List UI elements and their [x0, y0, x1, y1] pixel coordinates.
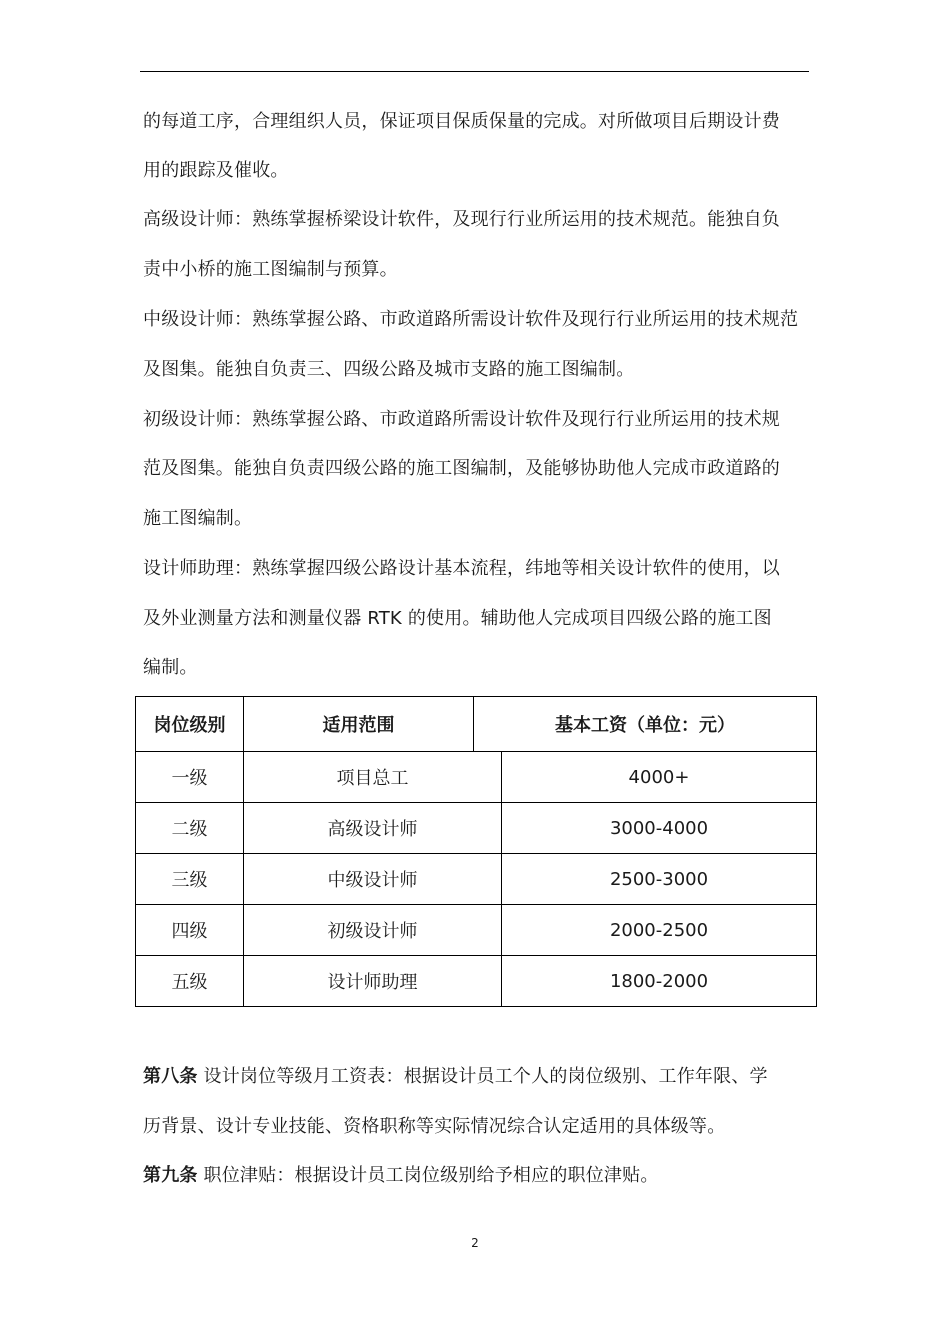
salary-cell: 2500-3000 [502, 854, 817, 905]
table-row [136, 956, 817, 1007]
body-line: 施工图编制。 [143, 508, 253, 529]
table-header-row [136, 697, 817, 752]
grade-cell: 二级 [136, 803, 244, 854]
scope-cell: 项目总工 [244, 752, 502, 803]
page-number: 2 [471, 1236, 479, 1250]
body-line: 及外业测量方法和测量仪器 RTK 的使用。辅助他人完成项目四级公路的施工图 [143, 608, 772, 629]
header-rule [140, 71, 809, 72]
body-line: 编制。 [143, 657, 198, 678]
body-line: 中级设计师：熟练掌握公路、市政道路所需设计软件及现行行业所运用的技术规范 [143, 309, 799, 330]
article-8-text: 设计岗位等级月工资表：根据设计员工个人的岗位级别、工作年限、学 [203, 1066, 768, 1087]
body-line: 责中小桥的施工图编制与预算。 [143, 259, 398, 280]
body-line: 及图集。能独自负责三、四级公路及城市支路的施工图编制。 [143, 359, 635, 380]
header-cell-salary: 基本工资（单位：元） [474, 697, 817, 752]
body-line: 范及图集。能独自负责四级公路的施工图编制，及能够协助他人完成市政道路的 [143, 458, 780, 479]
grade-cell: 五级 [136, 956, 244, 1007]
salary-cell: 2000-2500 [502, 905, 817, 956]
body-line: 的每道工序，合理组织人员，保证项目保质保量的完成。对所做项目后期设计费 [143, 111, 780, 132]
table-row [136, 803, 817, 854]
table-row [136, 854, 817, 905]
article-9-text: 职位津贴：根据设计员工岗位级别给予相应的职位津贴。 [203, 1165, 659, 1186]
body-line: 用的跟踪及催收。 [143, 160, 289, 181]
scope-cell: 中级设计师 [244, 854, 502, 905]
scope-cell: 初级设计师 [244, 905, 502, 956]
body-line: 高级设计师：熟练掌握桥梁设计软件，及现行行业所运用的技术规范。能独自负 [143, 209, 780, 230]
salary-cell: 1800-2000 [502, 956, 817, 1007]
salary-grade-table [135, 696, 817, 1007]
table-row [136, 905, 817, 956]
article-8-label: 第八条 [143, 1066, 198, 1087]
body-line: 设计师助理：熟练掌握四级公路设计基本流程，纬地等相关设计软件的使用，以 [143, 558, 780, 579]
scope-cell: 设计师助理 [244, 956, 502, 1007]
article-9-line [143, 1164, 659, 1188]
body-line: 初级设计师：熟练掌握公路、市政道路所需设计软件及现行行业所运用的技术规 [143, 409, 780, 430]
table-row [136, 752, 817, 803]
grade-cell: 三级 [136, 854, 244, 905]
article-9-label: 第九条 [143, 1165, 198, 1186]
scope-cell: 高级设计师 [244, 803, 502, 854]
grade-cell: 一级 [136, 752, 244, 803]
salary-cell: 3000-4000 [502, 803, 817, 854]
header-cell-scope: 适用范围 [244, 697, 474, 752]
article-8-line-2: 历背景、设计专业技能、资格职称等实际情况综合认定适用的具体级等。 [143, 1116, 726, 1137]
salary-cell: 4000+ [502, 752, 817, 803]
article-8-line-1 [143, 1065, 768, 1089]
grade-cell: 四级 [136, 905, 244, 956]
header-cell-grade: 岗位级别 [136, 697, 244, 752]
